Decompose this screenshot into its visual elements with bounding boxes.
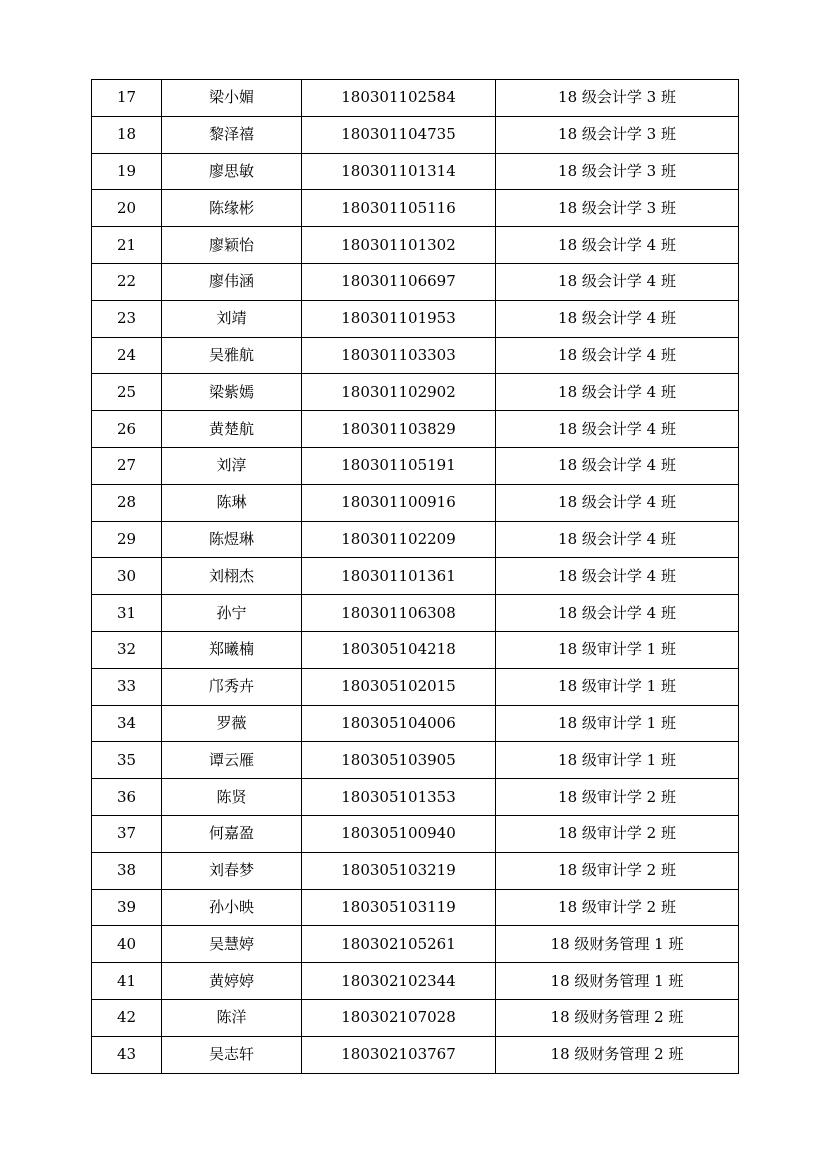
class-name-cell: 18 级会计学 3 班 [496,153,739,190]
table-row [92,999,739,1036]
row-number-cell: 29 [92,521,162,558]
table-row [92,779,739,816]
class-name-cell: 18 级会计学 4 班 [496,227,739,264]
student-id-cell: 180302107028 [302,999,496,1036]
student-id-cell: 180305101353 [302,779,496,816]
student-id-cell: 180301105116 [302,190,496,227]
row-number-cell: 26 [92,411,162,448]
class-name-cell: 18 级会计学 4 班 [496,411,739,448]
class-name-cell: 18 级会计学 4 班 [496,595,739,632]
student-id-cell: 180301101314 [302,153,496,190]
table-row [92,374,739,411]
class-name-cell: 18 级会计学 4 班 [496,300,739,337]
class-name-cell: 18 级审计学 2 班 [496,852,739,889]
student-name-cell: 吴雅航 [162,337,302,374]
class-name-cell: 18 级审计学 2 班 [496,815,739,852]
student-id-cell: 180301103829 [302,411,496,448]
student-name-cell: 梁小媚 [162,80,302,117]
class-name-cell: 18 级审计学 1 班 [496,668,739,705]
student-id-cell: 180301102584 [302,80,496,117]
table-row [92,889,739,926]
table-row [92,337,739,374]
table-row [92,521,739,558]
class-name-cell: 18 级会计学 4 班 [496,521,739,558]
row-number-cell: 38 [92,852,162,889]
row-number-cell: 22 [92,263,162,300]
student-name-cell: 黎泽禧 [162,116,302,153]
student-name-cell: 刘靖 [162,300,302,337]
table-row [92,852,739,889]
student-name-cell: 何嘉盈 [162,815,302,852]
student-name-cell: 谭云雁 [162,742,302,779]
table-row [92,190,739,227]
student-id-cell: 180302103767 [302,1036,496,1073]
student-name-cell: 陈煜琳 [162,521,302,558]
row-number-cell: 28 [92,484,162,521]
student-id-cell: 180305103219 [302,852,496,889]
student-id-cell: 180305104006 [302,705,496,742]
row-number-cell: 39 [92,889,162,926]
student-id-cell: 180305103119 [302,889,496,926]
student-id-cell: 180301106697 [302,263,496,300]
row-number-cell: 42 [92,999,162,1036]
class-name-cell: 18 级会计学 3 班 [496,80,739,117]
student-name-cell: 吴慧婷 [162,926,302,963]
table-row [92,80,739,117]
table-row [92,484,739,521]
student-name-cell: 孙小映 [162,889,302,926]
student-name-cell: 廖颖怡 [162,227,302,264]
table-row [92,595,739,632]
table-row [92,926,739,963]
class-name-cell: 18 级财务管理 2 班 [496,1036,739,1073]
class-name-cell: 18 级会计学 4 班 [496,558,739,595]
class-name-cell: 18 级会计学 4 班 [496,374,739,411]
student-id-cell: 180301102209 [302,521,496,558]
row-number-cell: 33 [92,668,162,705]
student-name-cell: 邝秀卉 [162,668,302,705]
student-roster-body [92,80,739,1074]
student-roster-table [91,79,739,1074]
table-row [92,815,739,852]
student-id-cell: 180305100940 [302,815,496,852]
row-number-cell: 23 [92,300,162,337]
row-number-cell: 40 [92,926,162,963]
class-name-cell: 18 级会计学 4 班 [496,484,739,521]
class-name-cell: 18 级财务管理 1 班 [496,963,739,1000]
student-name-cell: 梁紫嫣 [162,374,302,411]
row-number-cell: 36 [92,779,162,816]
student-name-cell: 吴志轩 [162,1036,302,1073]
student-name-cell: 黄婷婷 [162,963,302,1000]
class-name-cell: 18 级会计学 3 班 [496,116,739,153]
table-row [92,1036,739,1073]
student-id-cell: 180305103905 [302,742,496,779]
class-name-cell: 18 级会计学 4 班 [496,263,739,300]
row-number-cell: 19 [92,153,162,190]
class-name-cell: 18 级审计学 2 班 [496,779,739,816]
student-id-cell: 180305104218 [302,631,496,668]
row-number-cell: 20 [92,190,162,227]
table-row [92,742,739,779]
student-name-cell: 刘栩杰 [162,558,302,595]
class-name-cell: 18 级财务管理 1 班 [496,926,739,963]
class-name-cell: 18 级审计学 1 班 [496,705,739,742]
table-row [92,447,739,484]
row-number-cell: 21 [92,227,162,264]
class-name-cell: 18 级审计学 1 班 [496,742,739,779]
row-number-cell: 35 [92,742,162,779]
student-id-cell: 180301106308 [302,595,496,632]
class-name-cell: 18 级会计学 4 班 [496,337,739,374]
table-row [92,558,739,595]
table-row [92,963,739,1000]
student-name-cell: 孙宁 [162,595,302,632]
row-number-cell: 17 [92,80,162,117]
student-id-cell: 180301101953 [302,300,496,337]
student-id-cell: 180301102902 [302,374,496,411]
student-name-cell: 黄楚航 [162,411,302,448]
student-name-cell: 刘春梦 [162,852,302,889]
table-row [92,300,739,337]
table-row [92,116,739,153]
student-id-cell: 180302105261 [302,926,496,963]
table-row [92,263,739,300]
student-id-cell: 180301101302 [302,227,496,264]
table-row [92,668,739,705]
row-number-cell: 43 [92,1036,162,1073]
student-name-cell: 廖思敏 [162,153,302,190]
table-row [92,153,739,190]
student-name-cell: 陈缘彬 [162,190,302,227]
student-id-cell: 180301101361 [302,558,496,595]
class-name-cell: 18 级审计学 2 班 [496,889,739,926]
student-id-cell: 180305102015 [302,668,496,705]
table-row [92,705,739,742]
row-number-cell: 41 [92,963,162,1000]
row-number-cell: 18 [92,116,162,153]
student-id-cell: 180302102344 [302,963,496,1000]
student-name-cell: 廖伟涵 [162,263,302,300]
student-name-cell: 陈洋 [162,999,302,1036]
class-name-cell: 18 级会计学 3 班 [496,190,739,227]
table-row [92,227,739,264]
class-name-cell: 18 级审计学 1 班 [496,631,739,668]
student-name-cell: 罗薇 [162,705,302,742]
row-number-cell: 31 [92,595,162,632]
student-name-cell: 陈贤 [162,779,302,816]
student-id-cell: 180301100916 [302,484,496,521]
table-row [92,631,739,668]
student-id-cell: 180301104735 [302,116,496,153]
row-number-cell: 25 [92,374,162,411]
class-name-cell: 18 级财务管理 2 班 [496,999,739,1036]
class-name-cell: 18 级会计学 4 班 [496,447,739,484]
row-number-cell: 27 [92,447,162,484]
student-name-cell: 郑曦楠 [162,631,302,668]
student-name-cell: 刘淳 [162,447,302,484]
row-number-cell: 34 [92,705,162,742]
row-number-cell: 32 [92,631,162,668]
table-row [92,411,739,448]
row-number-cell: 37 [92,815,162,852]
row-number-cell: 24 [92,337,162,374]
student-id-cell: 180301105191 [302,447,496,484]
row-number-cell: 30 [92,558,162,595]
student-id-cell: 180301103303 [302,337,496,374]
student-name-cell: 陈琳 [162,484,302,521]
